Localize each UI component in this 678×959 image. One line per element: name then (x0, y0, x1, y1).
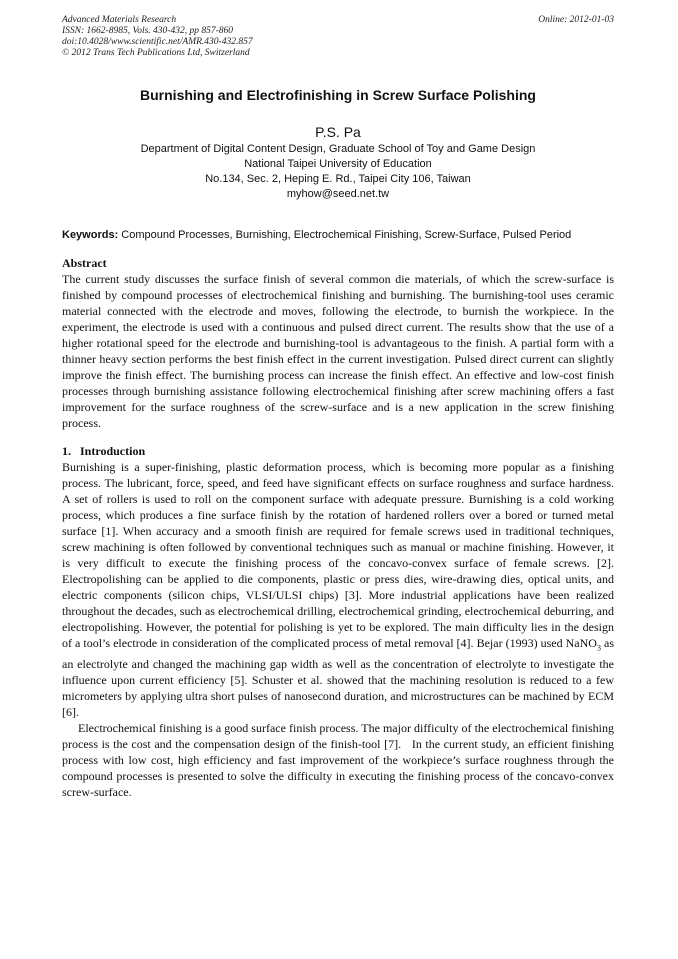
online-date: Online: 2012-01-03 (538, 15, 614, 25)
journal-name: Advanced Materials Research (62, 15, 177, 25)
affiliation-address: No.134, Sec. 2, Heping E. Rd., Taipei City 106, Taiwan (205, 173, 471, 185)
keywords-label: Keywords: (62, 229, 119, 241)
affiliation-university: National Taipei University of Education (244, 158, 432, 170)
keywords (62, 228, 614, 242)
introduction-paragraph-2: Electrochemical finishing is a good surface finish process. The major difficulty of the electrochemical finishing process is the cost and the compensation design of the finish-tool [7]. In the current study, an efficient finishing process with low cost, high efficiency and fast improvement of the workpiece’s surface roughness through the compound processes is presented to solve the difficulty in executing the finishing process of the concavo-convex screw-surface. (62, 721, 614, 800)
doi-line: doi:10.4028/www.scientific.net/AMR.430-432.857 (62, 37, 253, 47)
introduction-heading: 1. Introduction (62, 444, 146, 458)
keywords-text: Compound Processes, Burnishing, Electrochemical Finishing, Screw-Surface, Pulsed Period (118, 229, 572, 241)
affiliation-block (62, 142, 614, 202)
introduction-paragraph-1 (62, 459, 614, 720)
nano3-subscript: 3 (596, 643, 601, 653)
journal-header (62, 15, 614, 59)
copyright-line: © 2012 Trans Tech Publications Ltd, Switzerland (62, 48, 250, 58)
issn-line: ISSN: 1662-8985, Vols. 430-432, pp 857-860 (62, 26, 233, 36)
intro-p1-part-b: as an electrolyte and changed the machining gap width as well as the concentration of electrolyte to investigate the influence upon current efficiency [5]. Schuster et al. showed that the machining resolution is reduced to a few micrometers by applying ultra short pulses of nanosecond duration, and microstructures can be machined by ECM [6]. (62, 636, 614, 720)
abstract-text: The current study discusses the surface finish of several common die materials, of which the screw-surface is finished by compound processes of electrochemical finishing and burnishing. The burnishing-tool uses ceramic material connected with the electrode and moves, following the electrode, to burnish the workpiece. In the experiment, the electrode is used with a continuous and pulsed direct current. The results show that the use of a higher rotational speed for the electrode and burnishing-tool is advantageous to the finish. A partial form with a thinner heavy section performs the best finish effect in the current investigation. Pulsed direct current can slightly improve the finish effect. The burnishing process can increase the finish effect. An effective and low-cost finish processes through burnishing assistance following electrochemical finishing after screw machining offers a fast improvement for the surface roughness of the screw-surface and is a new application in the screw finishing process. (62, 272, 614, 430)
affiliation-dept: Department of Digital Content Design, Graduate School of Toy and Game Design (140, 143, 536, 155)
abstract-heading: Abstract (62, 256, 107, 270)
author-name: P.S. Pa (315, 124, 361, 140)
intro-p1-part-a: Burnishing is a super-finishing, plastic deformation process, which is becoming more popular as a finishing process. The lubricant, force, speed, and feed have significant effects on surface roughness and surface hardness. A set of rollers is used to roll on the component surface with adequate pressure. Burnishing is a cold working process, which produces a fine surface finish by the rotation of hardened rollers over a bored or turned metal surface [1]. When accuracy and a smooth finish are required for female screws used in traditional techniques, screw machining is often followed by conventional techniques such as manual or machine finishing. However, it is very difficult to execute the finishing process of the concavo-convex surface of female screws. [2]. Electropolishing can be applied to die components, plastic or press dies, wire-drawing dies, optical units, and electric components (silicon chips, VLSI/ULSI chips) [3]. More industrial applications have been realized throughout the decades, such as electrochemical drilling, electrochemical grinding, electrochemical deburring, and electropolishing. However, the potential for polishing is yet to be explored. The main difficulty lies in the design of a tool’s electrode in consideration of the complicated process of metal removal [4]. Bejar (1993) used NaNO (62, 460, 614, 650)
paper-title: Burnishing and Electrofinishing in Screw Surface Polishing (140, 87, 536, 103)
author-email: myhow@seed.net.tw (286, 188, 390, 200)
paper-page (62, 15, 614, 800)
